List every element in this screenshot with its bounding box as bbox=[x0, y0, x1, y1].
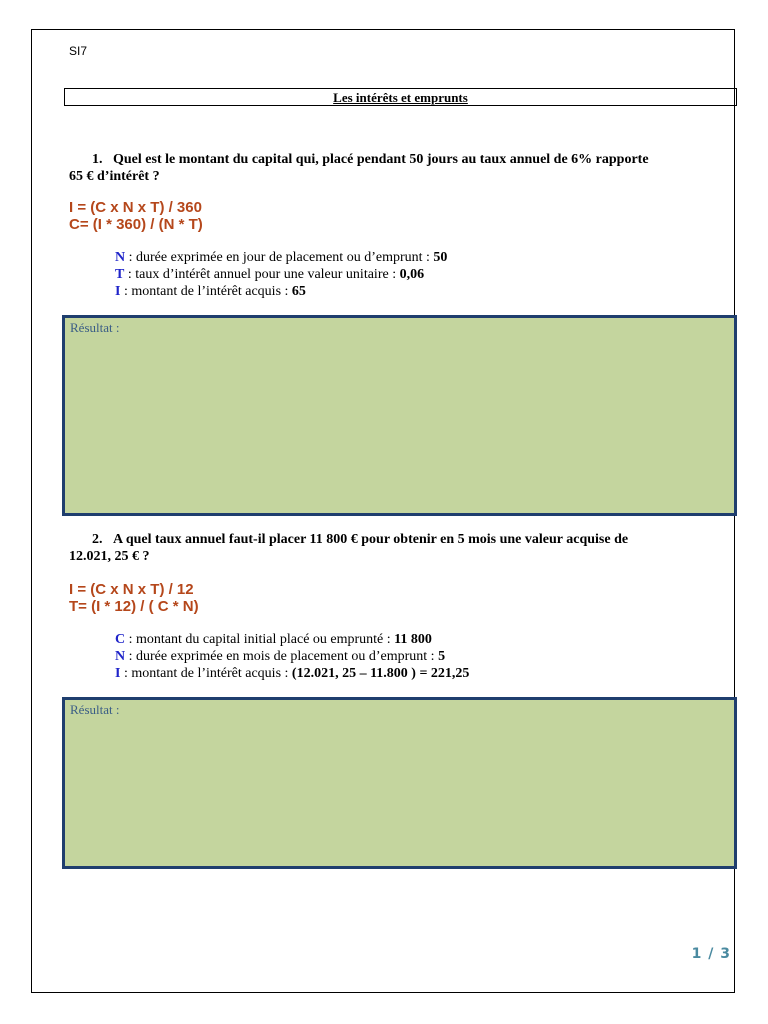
formula-2a: I = (C x N x T) / 12 bbox=[69, 581, 194, 598]
page-number: 1 / 3 bbox=[691, 946, 731, 962]
definition-var: C bbox=[115, 632, 126, 647]
definition-value: (12.021, 25 – 11.800 ) = 221,25 bbox=[291, 666, 470, 681]
definition-value: 50 bbox=[433, 250, 448, 265]
definition-row bbox=[115, 648, 445, 665]
definition-text: : taux d’intérêt annuel pour une valeur unitaire : bbox=[124, 267, 400, 282]
definition-text: : durée exprimée en jour de placement ou d’emprunt : bbox=[125, 250, 434, 265]
question-2-number: 2. bbox=[92, 532, 103, 547]
question-1-line2: 65 € d’intérêt ? bbox=[69, 169, 160, 184]
formula-1b: C= (I * 360) / (N * T) bbox=[69, 216, 203, 233]
definition-value: 0,06 bbox=[399, 267, 425, 282]
definition-row bbox=[115, 631, 432, 648]
definition-var: I bbox=[115, 284, 121, 299]
definition-row bbox=[115, 283, 306, 300]
result-box-2[interactable] bbox=[62, 697, 737, 869]
definition-value: 11 800 bbox=[394, 632, 432, 647]
result-label: Résultat : bbox=[70, 702, 120, 717]
definition-value: 5 bbox=[438, 649, 446, 664]
definition-var: N bbox=[115, 250, 126, 265]
definition-var: N bbox=[115, 649, 126, 664]
definition-text: : montant du capital initial placé ou emprunté : bbox=[125, 632, 395, 647]
document-code: SI7 bbox=[69, 44, 88, 58]
question-1-number: 1. bbox=[92, 152, 103, 167]
formula-2b: T= (I * 12) / ( C * N) bbox=[69, 598, 199, 615]
page-title: Les intérêts et emprunts bbox=[333, 90, 468, 105]
question-1-line1: Quel est le montant du capital qui, placé pendant 50 jours au taux annuel de 6% rapporte bbox=[113, 152, 649, 167]
definition-var: I bbox=[115, 666, 121, 681]
question-2 bbox=[69, 531, 719, 565]
definition-row bbox=[115, 266, 424, 283]
result-label: Résultat : bbox=[70, 320, 120, 335]
question-1 bbox=[69, 151, 719, 185]
definition-value: 65 bbox=[291, 284, 306, 299]
definition-var: T bbox=[115, 267, 125, 282]
definition-text: : durée exprimée en mois de placement ou d’emprunt : bbox=[125, 649, 439, 664]
definition-text: : montant de l’intérêt acquis : bbox=[120, 284, 292, 299]
question-2-line1: A quel taux annuel faut-il placer 11 800 € pour obtenir en 5 mois une valeur acquise de bbox=[113, 532, 629, 547]
question-2-line2: 12.021, 25 € ? bbox=[69, 549, 150, 564]
formula-1a: I = (C x N x T) / 360 bbox=[69, 199, 202, 216]
definition-row bbox=[115, 249, 447, 266]
definition-text: : montant de l’intérêt acquis : bbox=[120, 666, 292, 681]
result-box-1[interactable] bbox=[62, 315, 737, 516]
definition-row bbox=[115, 665, 469, 682]
title-box bbox=[64, 88, 737, 106]
